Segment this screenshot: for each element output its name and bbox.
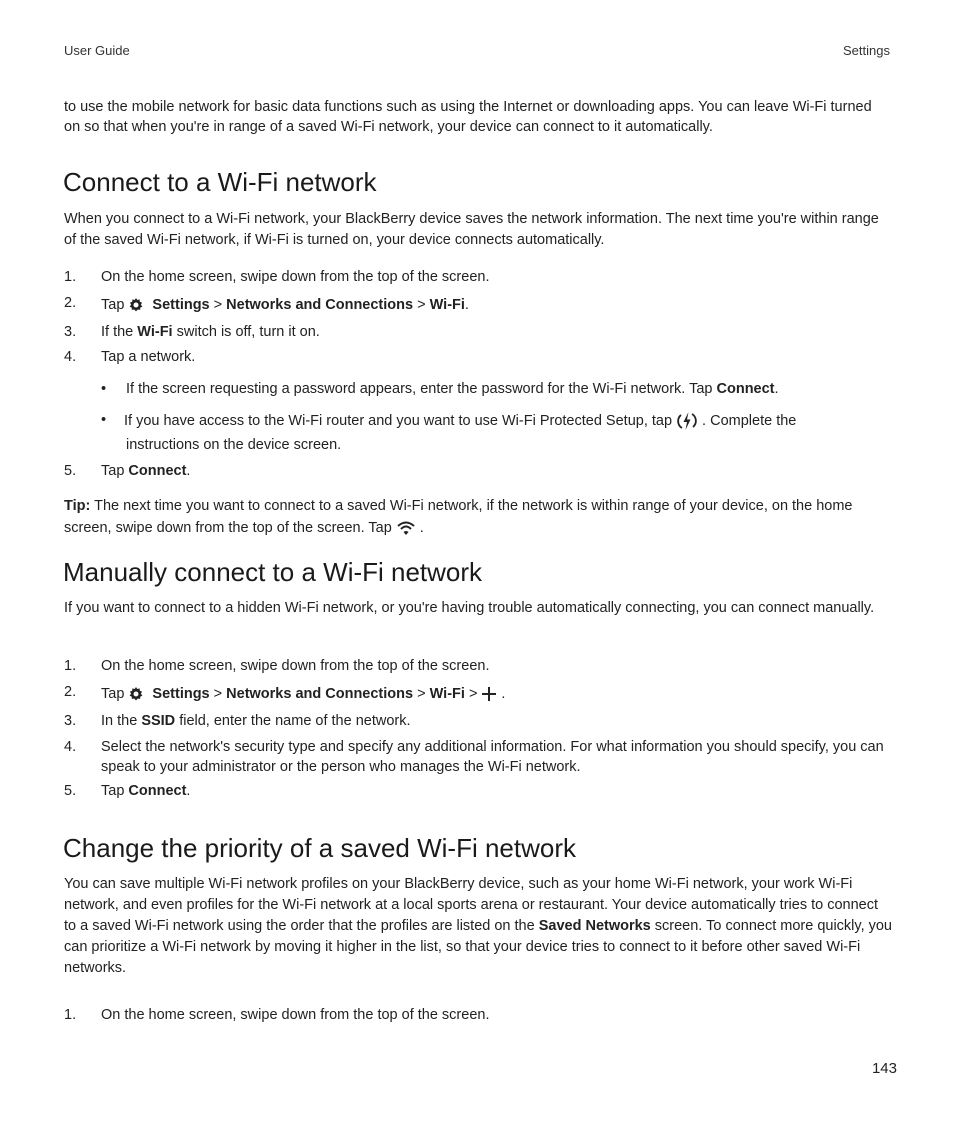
path-separator: > bbox=[213, 686, 223, 702]
networks-connections-label: Networks and Connections bbox=[226, 297, 414, 313]
bullet-text bbox=[126, 379, 886, 399]
intro-paragraph: to use the mobile network for basic data functions such as using the Internet or downloading apps. You can leave Wi-Fi turned on so that when you're in range of a saved Wi-Fi network, your device can connect to it automatically. bbox=[64, 99, 872, 135]
path-separator: > bbox=[213, 297, 223, 313]
step-number: 2. bbox=[64, 295, 77, 311]
step-number: 5. bbox=[64, 783, 77, 799]
wifi-icon bbox=[396, 520, 416, 536]
settings-label: Settings bbox=[152, 297, 210, 313]
step-number: 1. bbox=[64, 269, 77, 285]
step-number: 2. bbox=[64, 684, 77, 700]
section-title-connect: Connect to a Wi-Fi network bbox=[63, 167, 377, 197]
tip-label: Tip: bbox=[64, 498, 91, 514]
step-number: 4. bbox=[64, 349, 77, 365]
step-tap-text: Tap bbox=[101, 297, 125, 313]
step-number: 5. bbox=[64, 463, 77, 479]
step-text-part: In the bbox=[101, 713, 138, 729]
step-text: Select the network's security type and specify any additional information. For what information you should specify, you can speak to your administrator or the person who manages the Wi-Fi network. bbox=[101, 739, 884, 775]
wifi-label: Wi-Fi bbox=[429, 297, 465, 313]
period: . bbox=[186, 783, 191, 799]
step-text bbox=[101, 711, 891, 731]
step-text bbox=[101, 461, 891, 481]
step-number: 1. bbox=[64, 658, 77, 674]
section-priority-paragraph bbox=[64, 874, 894, 979]
tip-line-1 bbox=[64, 496, 894, 517]
period: . bbox=[774, 381, 779, 397]
plus-icon bbox=[481, 686, 497, 702]
step-text-part: switch is off, turn it on. bbox=[176, 324, 320, 340]
wifi-label: Wi-Fi bbox=[137, 324, 173, 340]
step-text-part: field, enter the name of the network. bbox=[179, 713, 411, 729]
page-number: 143 bbox=[871, 1060, 897, 1077]
bullet-text bbox=[124, 410, 884, 432]
tip-text: screen, swipe down from the top of the screen. Tap bbox=[64, 520, 392, 536]
step-text-part: Tap bbox=[101, 463, 125, 479]
gear-icon bbox=[128, 297, 144, 313]
step-text: Tap a network. bbox=[101, 349, 196, 365]
step-tap-text: Tap bbox=[101, 686, 125, 702]
section-manual-paragraph: If you want to connect to a hidden Wi-Fi network, or you're having trouble automatically connecting, you can connect manually. bbox=[64, 600, 875, 616]
path-separator: > bbox=[417, 686, 426, 702]
step-text: On the home screen, swipe down from the top of the screen. bbox=[101, 1007, 490, 1023]
step-text: On the home screen, swipe down from the top of the screen. bbox=[101, 658, 490, 674]
tip-line-2 bbox=[64, 518, 894, 539]
period: . bbox=[419, 520, 424, 536]
tip-text: The next time you want to connect to a saved Wi-Fi network, if the network is within range of your device, on the home bbox=[94, 498, 853, 514]
section-connect-paragraph: When you connect to a Wi-Fi network, your BlackBerry device saves the network information. The next time you're within range of the saved Wi-Fi network, if Wi-Fi is turned on, your device connects automatically. bbox=[64, 211, 879, 248]
paragraph-text-part: You can save multiple Wi-Fi network profiles on your BlackBerry device, such as your home Wi-Fi network, your work Wi-Fi network, and even profiles for the Wi-Fi network at a local sports arena or restaurant. Your device automatically tries to connect to a saved Wi-Fi network using the order that the profiles are listed on the bbox=[64, 876, 879, 934]
networks-connections-label: Networks and Connections bbox=[226, 686, 414, 702]
bullet-text-continued: instructions on the device screen. bbox=[126, 437, 342, 453]
bullet-text-part: If the screen requesting a password appears, enter the password for the Wi-Fi network. Tap bbox=[126, 381, 713, 397]
connect-label: Connect bbox=[716, 381, 775, 397]
path-separator: > bbox=[468, 686, 478, 702]
connect-label: Connect bbox=[128, 463, 187, 479]
bullet-text-part: If you have access to the Wi-Fi router and you want to use Wi-Fi Protected Setup, tap bbox=[124, 412, 673, 429]
settings-label: Settings bbox=[152, 686, 210, 702]
step-text bbox=[101, 295, 891, 315]
header-guide-title: User Guide bbox=[64, 43, 130, 58]
step-text bbox=[101, 684, 891, 704]
step-text-part: If the bbox=[101, 324, 134, 340]
section-title-priority: Change the priority of a saved Wi-Fi network bbox=[63, 833, 576, 863]
gear-icon bbox=[128, 686, 144, 702]
step-text bbox=[101, 781, 891, 801]
step-number: 3. bbox=[64, 713, 77, 729]
ssid-label: SSID bbox=[141, 713, 176, 729]
wps-icon bbox=[676, 410, 698, 432]
path-separator: > bbox=[417, 297, 426, 313]
bullet: • bbox=[101, 412, 107, 428]
period: . bbox=[501, 686, 506, 702]
bullet: • bbox=[101, 381, 107, 397]
bullet-text-part: . Complete the bbox=[702, 412, 797, 429]
step-number: 4. bbox=[64, 739, 77, 755]
step-text bbox=[101, 322, 891, 342]
header-section-title: Settings bbox=[843, 43, 890, 58]
period: . bbox=[186, 463, 191, 479]
wifi-label: Wi-Fi bbox=[429, 686, 465, 702]
step-text-part: Tap bbox=[101, 783, 125, 799]
step-number: 3. bbox=[64, 324, 77, 340]
paragraph-text-part: screen. To connect more quickly, you can prioritize a Wi-Fi network by moving it higher in the list, so that your device tries to connect to it before other saved Wi-Fi networks. bbox=[64, 918, 892, 976]
section-title-manual: Manually connect to a Wi-Fi network bbox=[63, 557, 483, 587]
saved-networks-label: Saved Networks bbox=[538, 918, 651, 934]
step-text: On the home screen, swipe down from the top of the screen. bbox=[101, 269, 490, 285]
period: . bbox=[464, 297, 469, 313]
connect-label: Connect bbox=[128, 783, 187, 799]
step-number: 1. bbox=[64, 1007, 77, 1023]
